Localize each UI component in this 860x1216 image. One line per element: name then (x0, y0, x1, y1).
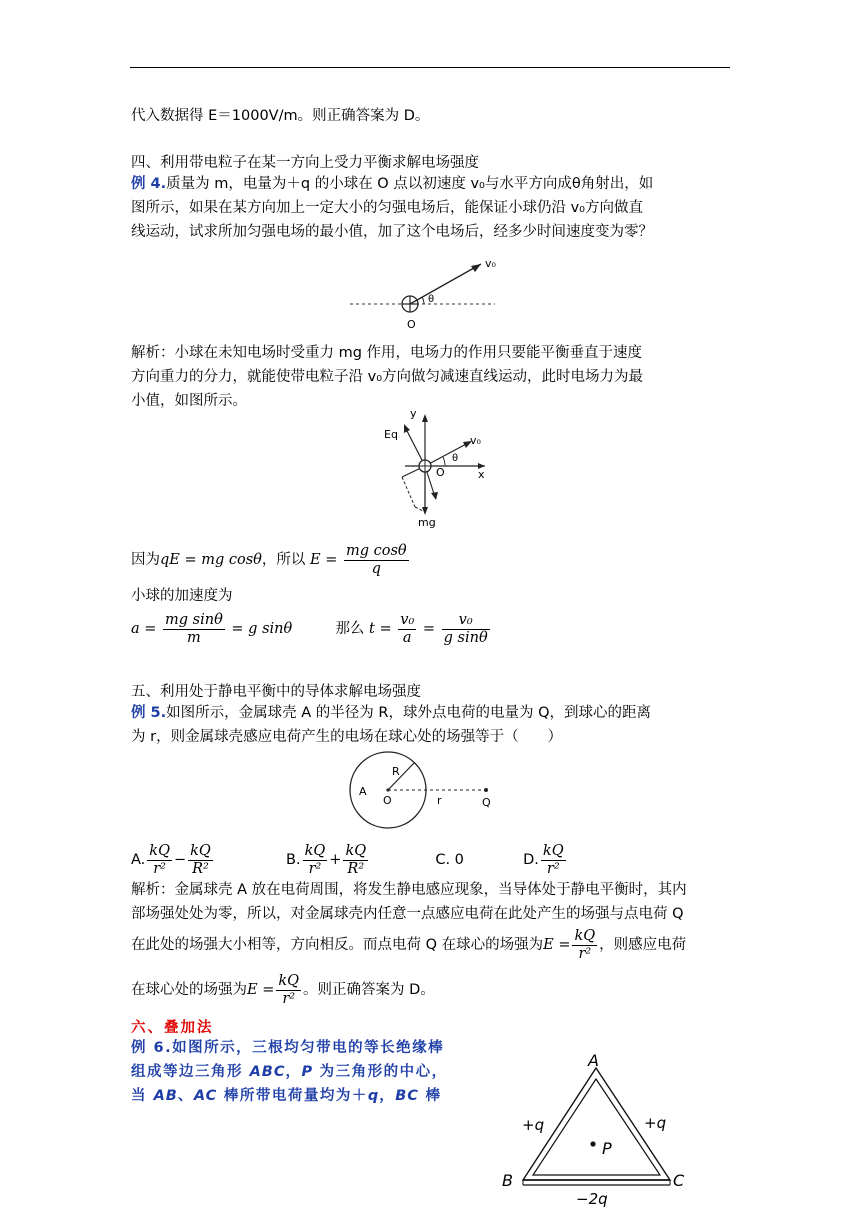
ex6-triangle-figure (498, 1046, 698, 1214)
ex5-solution-line2: 部场强处处为零，所以，对金属球壳内任意一点感应电荷在此处产生的场强与点电荷 Q (131, 906, 684, 922)
option-c[interactable]: C. 0 (435, 852, 464, 868)
ex5-figure (348, 748, 508, 838)
ex4-question-line2: 图所示，如果在某方向加上一定大小的匀强电场后，能保证小球仍沿 v₀方向做直 (131, 200, 643, 216)
ex5-options (131, 840, 568, 880)
ex4-fig2-v0-label: v₀ (470, 434, 481, 447)
frac-t2: $\frac{\text{v₀}}{\text{g sinθ}}$ (443, 611, 488, 646)
ex6-question-line2: 组成等边三角形 ABC，P 为三角形的中心， (131, 1064, 448, 1080)
frac-t1: $\frac{\text{v₀}}{a}$ (400, 611, 415, 646)
ex5-question-line2: 为 r，则金属球壳感应电荷产生的电场在球心处的场强等于（ ） (131, 729, 563, 745)
ex5-fig-charge-label: Q (482, 796, 491, 809)
ex4-equation-line1: 因为qE = mg cosθ，所以 E = $\frac{\text{mg cosθ}}{q}$ (131, 542, 407, 577)
option-a[interactable]: A. $\frac{kQ}{\text{r²}}$ − $\frac{kQ}{\text{R²}}$ (131, 842, 211, 877)
ex6-vertex-a: A (588, 1051, 599, 1070)
ex4-fig1-v0-label: v₀ (485, 257, 496, 270)
ex6-vertex-c: C (673, 1171, 685, 1190)
ex6-bottom-charge: −2q (576, 1190, 608, 1208)
ex6-label: 例 6. (131, 1040, 173, 1056)
ex5-fig-radius-label: R (392, 765, 400, 778)
section4-heading: 四、利用带电粒子在某一方向上受力平衡求解电场强度 (131, 155, 479, 171)
ex4-fig1-theta-label: θ (428, 294, 435, 305)
ex6-right-charge: +q (644, 1114, 667, 1132)
ex6-question-line1: 例 6.如图所示，三根均匀带电的等长绝缘棒 (131, 1040, 445, 1056)
ex4-question-line3: 线运动，试求所加匀强电场的最小值，加了这个电场后，经多少时间速度变为零？ (131, 224, 653, 240)
ex6-question-line3: 当 AB、AC 棒所带电荷量均为＋q，BC 棒 (131, 1088, 442, 1104)
ex4-fig2-eq-label: Eq (384, 428, 398, 441)
ex5-solution-line3: 在此处的场强大小相等，方向相反。而点电荷 Q 在球心的场强为E = $\frac{kQ}{\text{r²}}$ ，则感应电荷 (131, 927, 687, 962)
ex4-figure-1 (340, 247, 510, 337)
ex4-solution-line2: 方向重力的分力，就能使带电粒子沿 v₀方向做匀减速直线运动，此时电场力为最 (131, 369, 643, 385)
frac-E: $\frac{\text{mg cosθ}}{q}$ (345, 542, 407, 577)
option-d[interactable]: D. $\frac{kQ}{\text{r²}}$ (523, 842, 564, 877)
frac-a: $\frac{\text{mg sinθ}}{m}$ (165, 611, 223, 646)
ex4-solution-line1: 解析：小球在未知电场时受重力 mg 作用，电场力的作用只要能平衡垂直于速度 (131, 345, 643, 361)
ex5-fig-shell-label: A (359, 785, 367, 798)
ex4-fig2-x-label: x (478, 468, 485, 481)
ex4-solution-line3: 小值，如图所示。 (131, 393, 247, 409)
ex4-fig2-theta-label: θ (452, 453, 459, 464)
ex4-question-line1: 例 4.质量为 m，电量为＋q 的小球在 O 点以初速度 v₀与水平方向成θ角射出，如 (131, 176, 654, 192)
ex6-left-charge: +q (522, 1116, 545, 1134)
ex5-fig-center-label: O (383, 794, 392, 807)
ex5-fig-distance-label: r (437, 794, 442, 807)
ex6-center-p: P (602, 1139, 612, 1158)
ex4-fig2-mg-label: mg (418, 516, 436, 529)
equation-qE: qE = mg cosθ (160, 552, 262, 568)
ex4-figure-2 (360, 402, 500, 532)
result-line: 代入数据得 E＝1000V/m。则正确答案为 D。 (131, 108, 430, 124)
header-rule (130, 67, 730, 68)
ex5-label: 例 5. (131, 705, 167, 721)
ex5-solution-line4: 在球心处的场强为E = $\frac{kQ}{\text{r²}}$ 。则正确答案为 D。 (131, 972, 435, 1007)
section5-heading: 五、利用处于静电平衡中的导体求解电场强度 (131, 684, 421, 700)
ex4-label: 例 4. (131, 176, 167, 192)
ex5-question-line1: 例 5.如图所示，金属球壳 A 的半径为 R，球外点电荷的电量为 Q，到球心的距离 (131, 705, 651, 721)
ex4-fig2-y-label: y (410, 407, 417, 420)
ex4-accel-text: 小球的加速度为 (131, 588, 233, 604)
ex4-equation-line2: a = $\frac{\text{mg sinθ}}{m}$ = g sinθ 那么 t = $\frac{\text{v₀}}{a}$ = $\frac{\text{v₀}}{\text{g sinθ}}$ (131, 611, 488, 646)
ex6-vertex-b: B (502, 1171, 513, 1190)
ex5-solution-line1: 解析：金属球壳 A 放在电荷周围，将发生静电感应现象，当导体处于静电平衡时，其内 (131, 882, 687, 898)
ex4-fig2-origin-label: O (436, 466, 445, 479)
ex4-fig1-origin-label: O (407, 318, 416, 331)
section6-heading: 六、叠加法 (131, 1020, 214, 1036)
option-b[interactable]: B. $\frac{kQ}{\text{r²}}$ + $\frac{kQ}{\text{R²}}$ (286, 842, 367, 877)
